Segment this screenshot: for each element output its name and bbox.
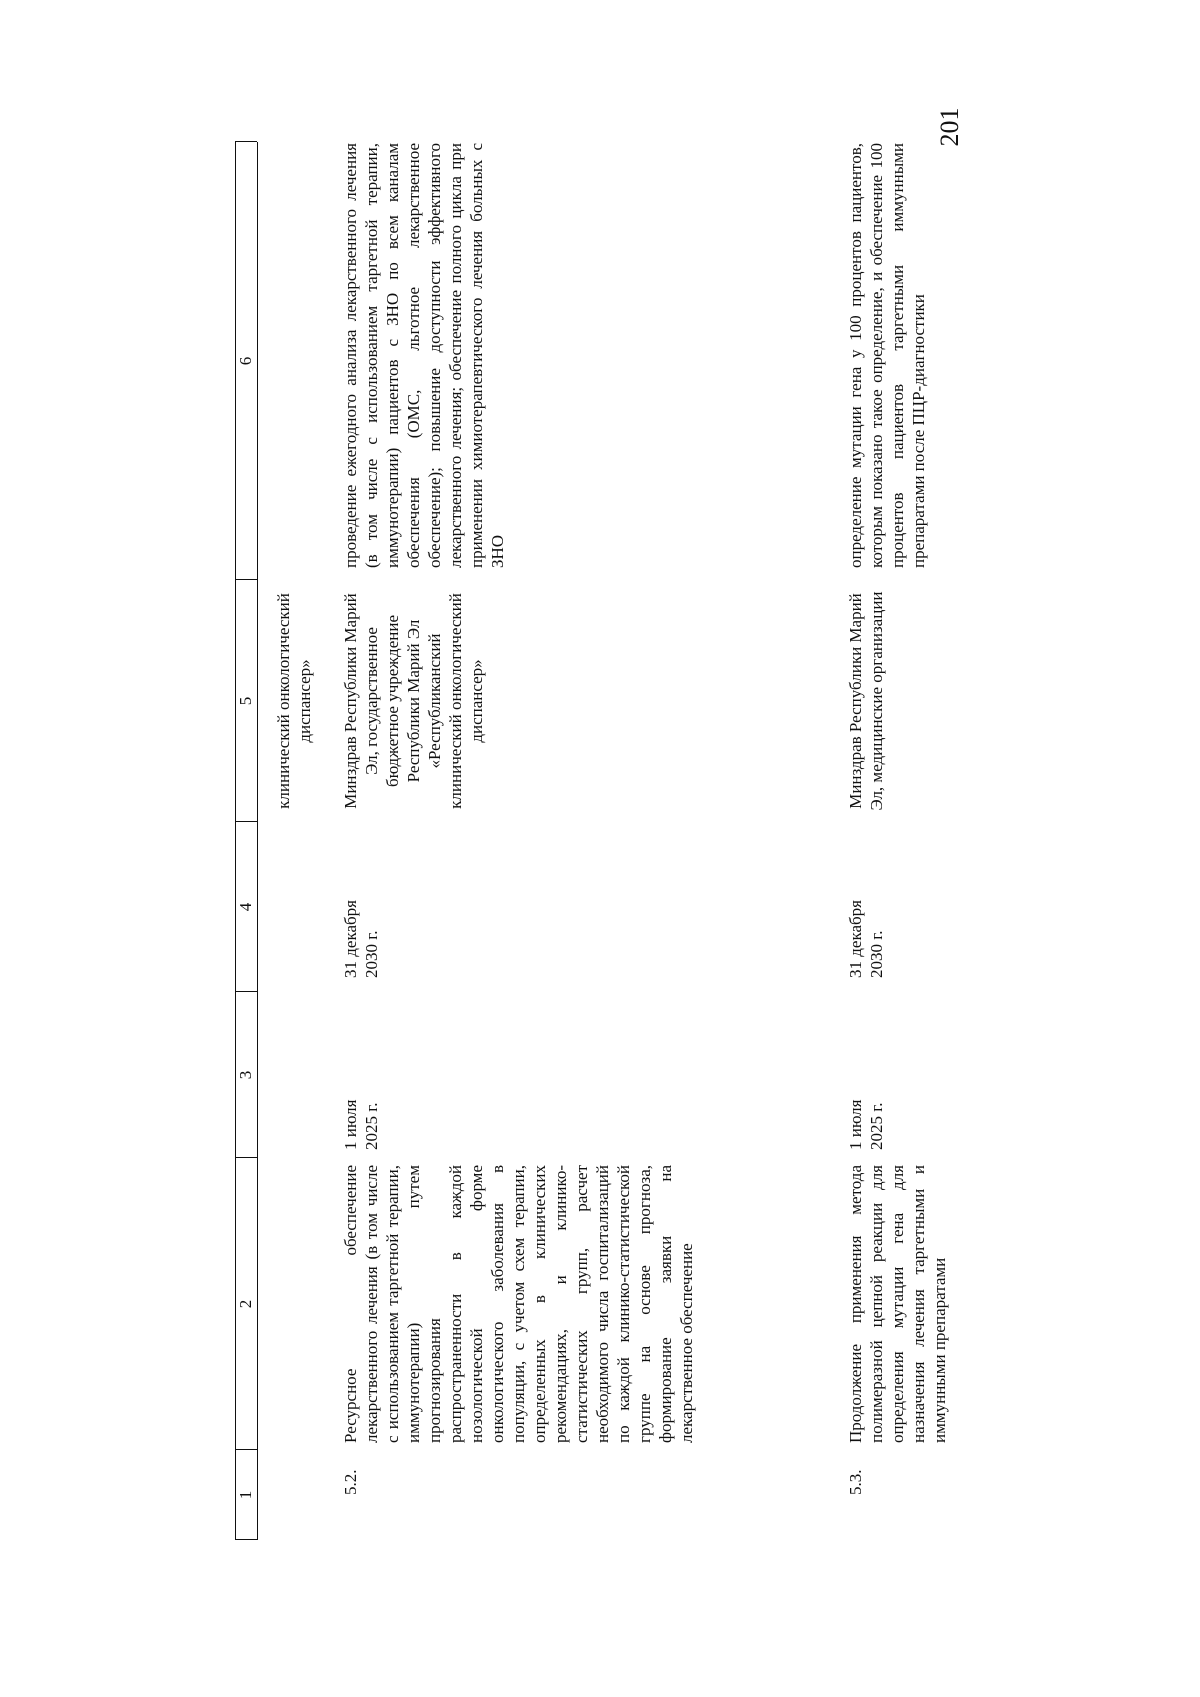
row-5-2-measure: Ресурсное обеспечение лекарственного лечения (в том числе с использованием таргетной терапии, иммунотерапии) путем прогнозирования распространенности в каждой нозологической форме онкологического заболевания в популяции, с учетом схем терапии, определенных в клинических рекомендациях, и клинико-статистических групп, расчет необходимого числа госпитализаций по каждой клинико-статистической группе на основе прогноза, формирование заявки на лекарственное обеспечение xyxy=(341,1165,696,1443)
row-number-5-2: 5.2. xyxy=(341,1469,360,1495)
row-5-2-end-date: 31 декабря 2030 г. xyxy=(341,900,381,978)
row-5-2-responsible: Минздрав Республики Марий Эл, государственное бюджетное учреждение Республики Марий Эл «Республиканский клинический онкологический диспансер» xyxy=(341,593,486,809)
row-5-3-responsible: Минздрав Республики Марий Эл, медицинские организации xyxy=(846,591,886,811)
column-number-5: 5 xyxy=(236,696,255,706)
column-number-4: 4 xyxy=(236,902,255,912)
carryover-responsible: клинический онкологический диспансер» xyxy=(274,593,314,809)
row-5-3-result: определение мутации гена у 100 процентов пациентов, которым показано такое определение, и обеспечение 100 процентов пациентов таргетными иммунными препаратами после ПЦР-диагностики xyxy=(846,143,928,568)
header-bottom-border xyxy=(257,142,258,1540)
rotated-table xyxy=(235,100,1035,1540)
row-5-2-start-date: 1 июля 2025 г. xyxy=(341,1099,381,1150)
row-5-3-start-date: 1 июля 2025 г. xyxy=(846,1099,886,1150)
page-number: 201 xyxy=(935,107,964,147)
row-number-5-3: 5.3. xyxy=(846,1469,865,1495)
column-number-3: 3 xyxy=(236,1070,255,1080)
row-5-2-result: проведение ежегодного анализа лекарственного лечения (в том числе с использованием таргетной терапии, иммунотерапии) пациентов с ЗНО по всем каналам обеспечения (ОМС, льготное лекарственное обеспечение); повышение доступности эффективного лекарственного лечения; обеспечение полного цикла при применении химиотерапевтического лечения больных с ЗНО xyxy=(341,143,507,568)
row-5-3-end-date: 31 декабря 2030 г. xyxy=(846,900,886,978)
column-number-1: 1 xyxy=(236,1490,255,1500)
column-number-6: 6 xyxy=(236,356,255,366)
table-grid xyxy=(235,100,1035,1540)
row-5-3-measure: Продолжение применения метода полимеразной цепной реакции для определения мутации гена для назначения лечения таргетными и иммунными препаратами xyxy=(846,1165,949,1443)
column-number-2: 2 xyxy=(236,1299,255,1309)
